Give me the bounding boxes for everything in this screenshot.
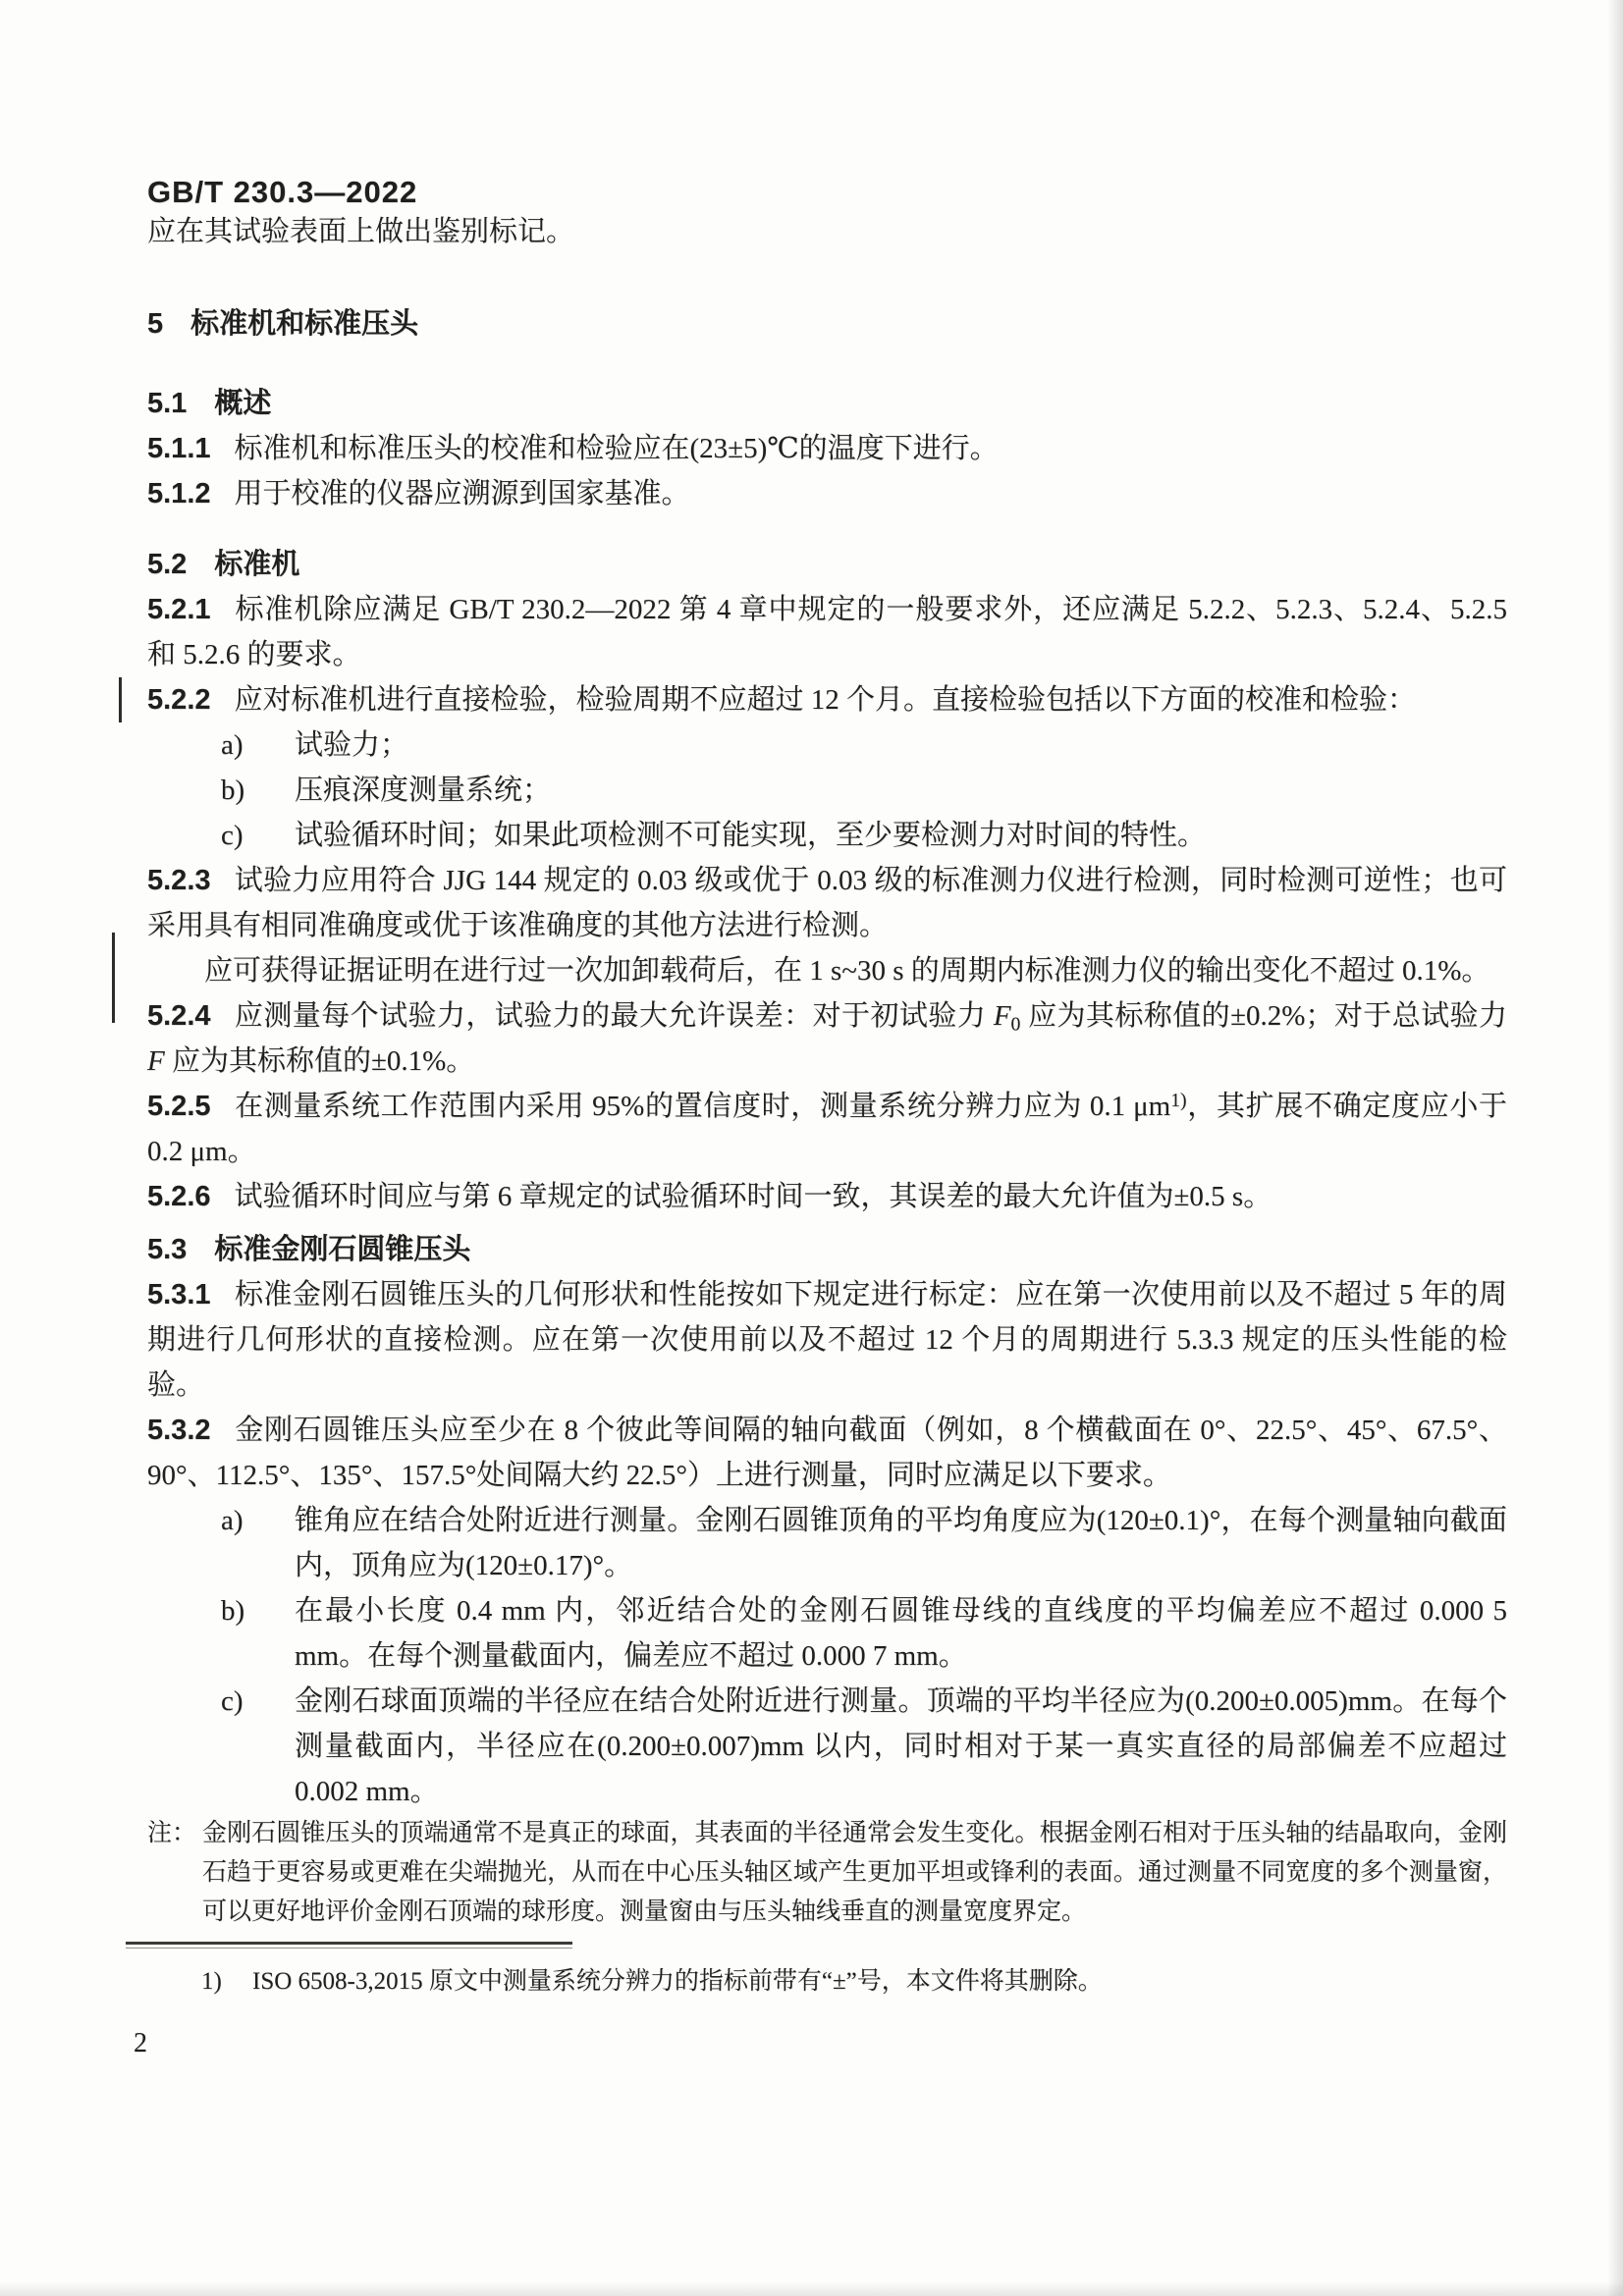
clause-5-3-2 (147, 1408, 1507, 1498)
list-text: 在最小长度 0.4 mm 内，邻近结合处的金刚石圆锥母线的直线度的平均偏差应不超过 0.000 5 mm。在每个测量截面内，偏差应不超过 0.000 7 mm。 (295, 1595, 1507, 1672)
list-item-b (147, 768, 1507, 813)
list-marker: a) (221, 1505, 243, 1536)
section-5-1-heading (147, 381, 1507, 426)
list-marker: a) (221, 729, 243, 761)
clause-number: 5.1.1 (147, 433, 211, 464)
section-title: 标准金刚石圆锥压头 (214, 1234, 471, 1265)
clause-5-1-2 (147, 471, 1507, 516)
footnote-1 (147, 1962, 1507, 2002)
list-marker: c) (221, 1685, 243, 1717)
footnote-text: ISO 6508-3,2015 原文中测量系统分辨力的指标前带有“±”号，本文件将其删除。 (252, 1968, 1103, 1995)
footnote-separator (126, 1942, 572, 1949)
clause-text-fragment: 应为其标称值的±0.1%。 (164, 1045, 475, 1077)
clause-5-2-5 (147, 1084, 1507, 1174)
clause-5-2-6 (147, 1174, 1507, 1219)
clause-text: 用于校准的仪器应溯源到国家基准。 (234, 478, 690, 509)
list-text: 锥角应在结合处附近进行测量。金刚石圆锥顶角的平均角度应为(120±0.1)°，在每个测量轴向截面内，顶角应为(120±0.17)°。 (295, 1505, 1507, 1581)
clause-number: 5.3.1 (147, 1279, 211, 1310)
clause-text: 标准机和标准压头的校准和检验应在(23±5)℃的温度下进行。 (234, 433, 999, 464)
page-number: 2 (134, 2028, 147, 2058)
list-item-a (147, 1498, 1507, 1588)
note-label: 注： (147, 1820, 197, 1846)
section-number: 5.3 (147, 1234, 188, 1265)
list-marker: b) (221, 1595, 245, 1627)
list-item-c (147, 1679, 1507, 1814)
section-5-2-heading (147, 542, 1507, 587)
clause-number: 5.2.2 (147, 684, 211, 716)
note-text: 金刚石圆锥压头的顶端通常不是真正的球面，其表面的半径通常会发生变化。根据金刚石相对于压头轴的结晶取向，金刚石趋于更容易或更难在尖端抛光，从而在中心压头轴区域产生更加平坦或锋利的表面。通过测量不同宽度的多个测量窗，可以更好地评价金刚石顶端的球形度。测量窗由与压头轴线垂直的测量宽度界定。 (202, 1820, 1507, 1925)
revision-change-bar (119, 677, 122, 722)
clause-text: 应对标准机进行直接检验，检验周期不应超过 12 个月。直接检验包括以下方面的校准和检验： (234, 684, 1417, 716)
clause-number: 5.1.2 (147, 478, 211, 509)
clause-text: 试验力应用符合 JJG 144 规定的 0.03 级或优于 0.03 级的标准测力仪进行检测，同时检测可逆性；也可采用具有相同准确度或优于该准确度的其他方法进行检测。 (147, 865, 1507, 941)
list-marker: c) (221, 820, 243, 851)
footnote-marker: 1) (201, 1968, 222, 1995)
section-number: 5.1 (147, 388, 188, 419)
clause-text: 标准机除应满足 GB/T 230.2—2022 第 4 章中规定的一般要求外，还应满足 5.2.2、5.2.3、5.2.4、5.2.5 和 5.2.6 的要求。 (147, 594, 1507, 670)
list-item-b (147, 1588, 1507, 1679)
clause-text-fragment: ，其扩展不确定度应小于 0.2 μm。 (147, 1091, 1507, 1167)
section-5-3-heading (147, 1227, 1507, 1272)
clause-5-2-2 (147, 677, 1507, 722)
section-number: 5.2 (147, 549, 188, 580)
clause-5-1-1 (147, 426, 1507, 471)
clause-text: 金刚石圆锥压头应至少在 8 个彼此等间隔的轴向截面（例如，8 个横截面在 0°、22.5°、45°、67.5°、90°、112.5°、135°、157.5°处间隔大约 22.5°）上进行测量，同时应满足以下要求。 (147, 1415, 1507, 1491)
clause-number: 5.2.1 (147, 594, 211, 625)
footnote-reference: 1) (1170, 1090, 1187, 1112)
force-symbol: F (147, 1045, 165, 1077)
force-symbol: F (993, 1000, 1011, 1032)
clause-5-2-4 (147, 993, 1507, 1084)
section-title: 概述 (214, 388, 272, 419)
clause-text: 标准金刚石圆锥压头的几何形状和性能按如下规定进行标定：应在第一次使用前以及不超过 5 年的周期进行几何形状的直接检测。应在第一次使用前以及不超过 12 个月的周期进行 5.3.3 规定的压头性能的检验。 (147, 1279, 1507, 1401)
clause-5-2-1 (147, 587, 1507, 677)
intro-paragraph: 应在其试验表面上做出鉴别标记。 (147, 216, 575, 247)
chapter-number: 5 (147, 308, 164, 340)
chapter-title: 标准机和标准压头 (190, 308, 419, 340)
list-text: 金刚石球面顶端的半径应在结合处附近进行测量。顶端的平均半径应为(0.200±0.005)mm。在每个测量截面内，半径应在(0.200±0.007)mm 以内，同时相对于某一真实直径的局部偏差不应超过 0.002 mm。 (295, 1685, 1507, 1807)
list-item-c (147, 813, 1507, 858)
clause-5-3-1 (147, 1272, 1507, 1408)
clause-5-2-3 (147, 858, 1507, 948)
clause-5-2-3-paragraph: 应可获得证据证明在进行过一次加卸载荷后，在 1 s~30 s 的周期内标准测力仪的输出变化不超过 0.1%。 (204, 955, 1490, 987)
section-title: 标准机 (214, 549, 300, 580)
clause-text: 试验循环时间应与第 6 章规定的试验循环时间一致，其误差的最大允许值为±0.5 s。 (234, 1181, 1272, 1212)
list-text: 压痕深度测量系统； (295, 774, 552, 806)
clause-text-fragment: 在测量系统工作范围内采用 95%的置信度时，测量系统分辨力应为 0.1 μm (234, 1091, 1171, 1122)
force-subscript: 0 (1010, 1013, 1021, 1036)
scan-edge-shadow (1607, 0, 1623, 2296)
scan-edge-shadow (0, 2282, 1623, 2296)
list-marker: b) (221, 774, 245, 806)
note-block (147, 1814, 1507, 1932)
clause-number: 5.2.6 (147, 1181, 211, 1212)
clause-text-fragment: 应测量每个试验力，试验力的最大允许误差：对于初试验力 (234, 1000, 994, 1032)
document-number-header: GB/T 230.3—2022 (147, 175, 418, 209)
clause-number: 5.3.2 (147, 1415, 211, 1446)
clause-number: 5.2.5 (147, 1091, 211, 1122)
revision-change-bar (112, 933, 115, 1023)
clause-number: 5.2.3 (147, 865, 211, 896)
list-item-a (147, 722, 1507, 768)
list-text: 试验力； (295, 729, 409, 761)
list-text: 试验循环时间；如果此项检测不可能实现，至少要检测力对时间的特性。 (295, 820, 1207, 851)
clause-text-fragment: 应为其标称值的±0.2%；对于总试验力 (1020, 1000, 1507, 1032)
clause-number: 5.2.4 (147, 1000, 211, 1032)
chapter-5-heading (147, 301, 1507, 347)
